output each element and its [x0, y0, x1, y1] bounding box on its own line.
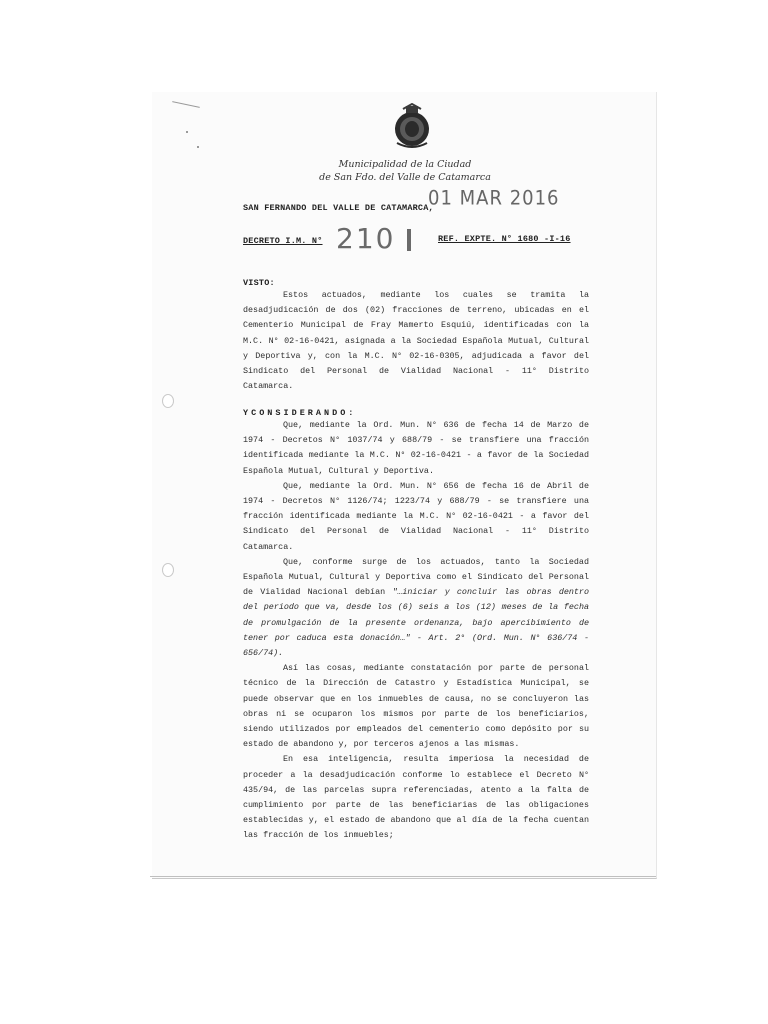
considerando-paragraph-4: Así las cosas, mediante constatación por parte de personal técnico de la Dirección de Catastro y Estadística Municipal, se puede observar que en los inmuebles de causa, no se concluyeron las obras ni se ocuparon los mismos por parte de los beneficiarios, siendo utilizados por empleados del cementerio como depósito por su estado de abandono y, por terceros ajenos a las mismas. [243, 663, 589, 750]
visto-heading: VISTO: [243, 278, 275, 288]
considerando-paragraph-1: Que, mediante la Ord. Mun. N° 636 de fecha 14 de Marzo de 1974 - Decretos N° 1037/74 y 688/79 - se transfiere una fracción identificada mediante la M.C. N° 02-16-0421 - a favor de la Sociedad Española Mutual, Cultural y Deportiva. [243, 420, 589, 476]
municipality-name-line2: de San Fdo. del Valle de Catamarca [319, 172, 491, 183]
municipal-seal-icon [391, 103, 433, 149]
punch-hole-mark [162, 394, 174, 408]
decree-number: 210 [336, 222, 411, 255]
ordinance-quote: "…iniciar y concluir las obras dentro del periodo que va, desde los (6) seis a los (12) meses de la fecha de promulgación de la presente ordenanza, bajo apercibimiento de tener por caduca esta donación…" - Art. 2° (Ord. Mun. N° 636/74 - 656/74). [243, 587, 589, 659]
punch-hole-mark [162, 563, 174, 577]
visto-paragraph: Estos actuados, mediante los cuales se tramita la desadjudicación de dos (02) fracciones de terreno, ubicadas en el Cementerio Municipal de Fray Mamerto Esquiú, identificadas con la M.C. N° 02-16-0421, asignada a la Sociedad Española Mutual, Cultural y Deportiva y, con la M.C. N° 02-16-0305, adjudicada a favor del Sindicato del Personal de Vialidad Nacional - 11° Distrito Catamarca. [243, 290, 589, 392]
scan-mark [197, 146, 199, 148]
municipality-name-line1: Municipalidad de la Ciudad [338, 159, 472, 170]
considerando-paragraph-3: Que, conforme surge de los actuados, tanto la Sociedad Española Mutual, Cultural y Deportiva como el Sindicato del Personal de Vialidad Nacional debían "…iniciar y concluir las obras dentro del periodo que va, desde los (6) seis a los (12) meses de la fecha de promulgación de la presente ordenanza, bajo apercibimiento de tener por caduca esta donación…" - Art. 2° (Ord. Mun. N° 636/74 - 656/74). [243, 556, 589, 659]
considerando-paragraph-5: En esa inteligencia, resulta imperiosa la necesidad de proceder a la desadjudicación conforme lo establece el Decreto N° 435/94, de las parcelas supra referenciadas, atento a la falta de cumplimiento por parte de las beneficiarias de las obligaciones establecidas y, el estado de abandono que al día de la fecha cuentan las fracción de los inmuebles; [243, 754, 589, 841]
scan-mark [186, 131, 188, 133]
file-reference: REF. EXPTE. N° 1680 -I-16 [438, 234, 571, 244]
page-edge [150, 876, 656, 877]
city-line: SAN FERNANDO DEL VALLE DE CATAMARCA, [243, 203, 434, 213]
date-stamp: 01 MAR 2016 [428, 186, 560, 211]
considerando-heading: YCONSIDERANDO: [243, 408, 357, 418]
considerando-paragraph-2: Que, mediante la Ord. Mun. N° 656 de fecha 16 de Abril de 1974 - Decretos N° 1126/74; 1223/74 y 688/79 - se transfiere una fracción identificada mediante la M.C. N° 02-16-0421 - a favor del Sindicato del Personal de Vialidad Nacional - 11° Distrito Catamarca. [243, 480, 589, 552]
decree-label: DECRETO I.M. N° [243, 236, 323, 246]
considerando-body [243, 418, 589, 844]
